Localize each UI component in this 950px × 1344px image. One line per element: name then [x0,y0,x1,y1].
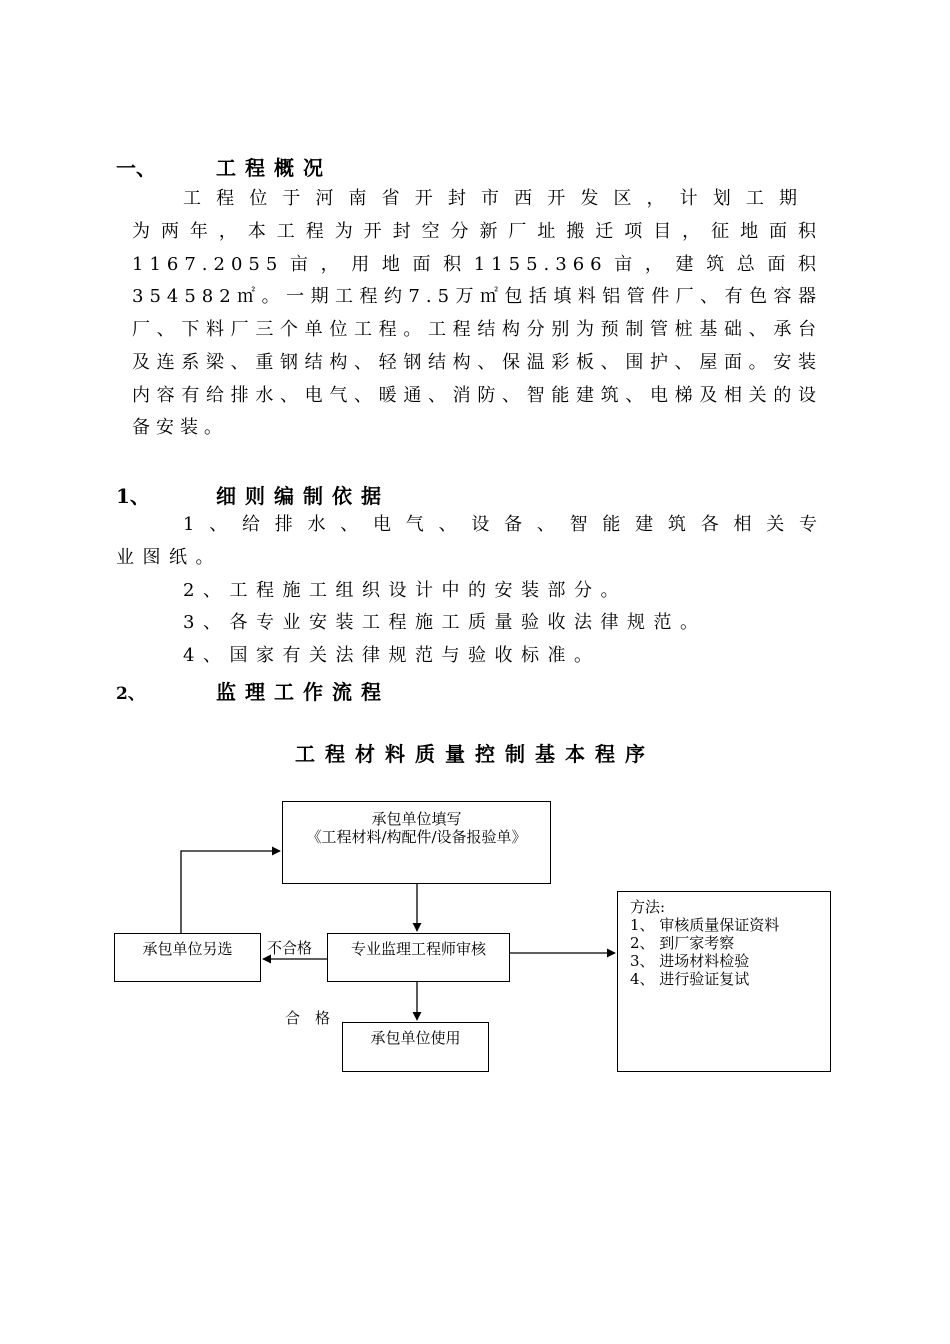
section-title: 细则编制依据 [216,484,390,508]
label-pass: 合 格 [285,1009,331,1027]
overview-first-line: 工程位于河南省开封市西开发区，计划工期 [183,188,803,209]
box-engineer-review: 专业监理工程师审核 [327,933,510,982]
flowchart-title: 工程材料质量控制基本程序 [295,742,655,766]
basis-item-3: 3、各专业安装工程施工质量验收法律规范。 [183,612,707,633]
box-fill-form [282,801,551,884]
overview-paragraph: 为两年，本工程为开封空分新厂址搬迁项目，征地面积1167.2055亩，用地面积1155.366亩，建筑总面积354582㎡。一期工程约7.5万㎡包括填料铝管件厂、有色容器厂、下料厂三个单位工程。工程结构分别为预制管桩基础、承台及连系梁、重钢结构、轻钢结构、保温彩板、围护、屋面。安装内容有给排水、电气、暖通、消防、智能建筑、电梯及相关的设备安装。 [132,221,822,439]
box-fill-form-line1: 承包单位填写 [371,810,462,828]
box-alternative-selection: 承包单位另选 [114,933,261,982]
section-title: 工程概况 [216,156,332,180]
section-number: 一、 [116,156,156,180]
basis-item-2: 2、工程施工组织设计中的安装部分。 [183,580,627,601]
section-heading-workflow [116,676,390,705]
section-heading-overview [116,152,332,181]
methods-item: 2、 到厂家考察 [630,934,735,952]
methods-heading: 方法: [630,898,666,916]
box-methods [617,891,831,1072]
label-fail: 不合格 [267,939,313,957]
basis-item-1-cont: 业图纸。 [116,547,222,568]
section-number: 1、 [116,484,150,508]
basis-item-1: 1、给排水、电气、设备、智能建筑各相关专 [183,514,823,535]
arrow-alt-to-fill [181,851,280,933]
methods-item: 1、 审核质量保证资料 [630,916,780,934]
section-heading-basis [116,480,390,509]
box-contractor-use: 承包单位使用 [342,1022,489,1072]
section-title: 监理工作流程 [216,680,390,704]
box-fill-form-line2: 《工程材料/构配件/设备报验单》 [306,828,527,846]
methods-item: 3、 进场材料检验 [630,952,750,970]
section-number: 2、 [116,684,145,704]
basis-item-4: 4、国家有关法律规范与验收标准。 [183,645,601,666]
methods-item: 4、 进行验证复试 [630,970,750,988]
